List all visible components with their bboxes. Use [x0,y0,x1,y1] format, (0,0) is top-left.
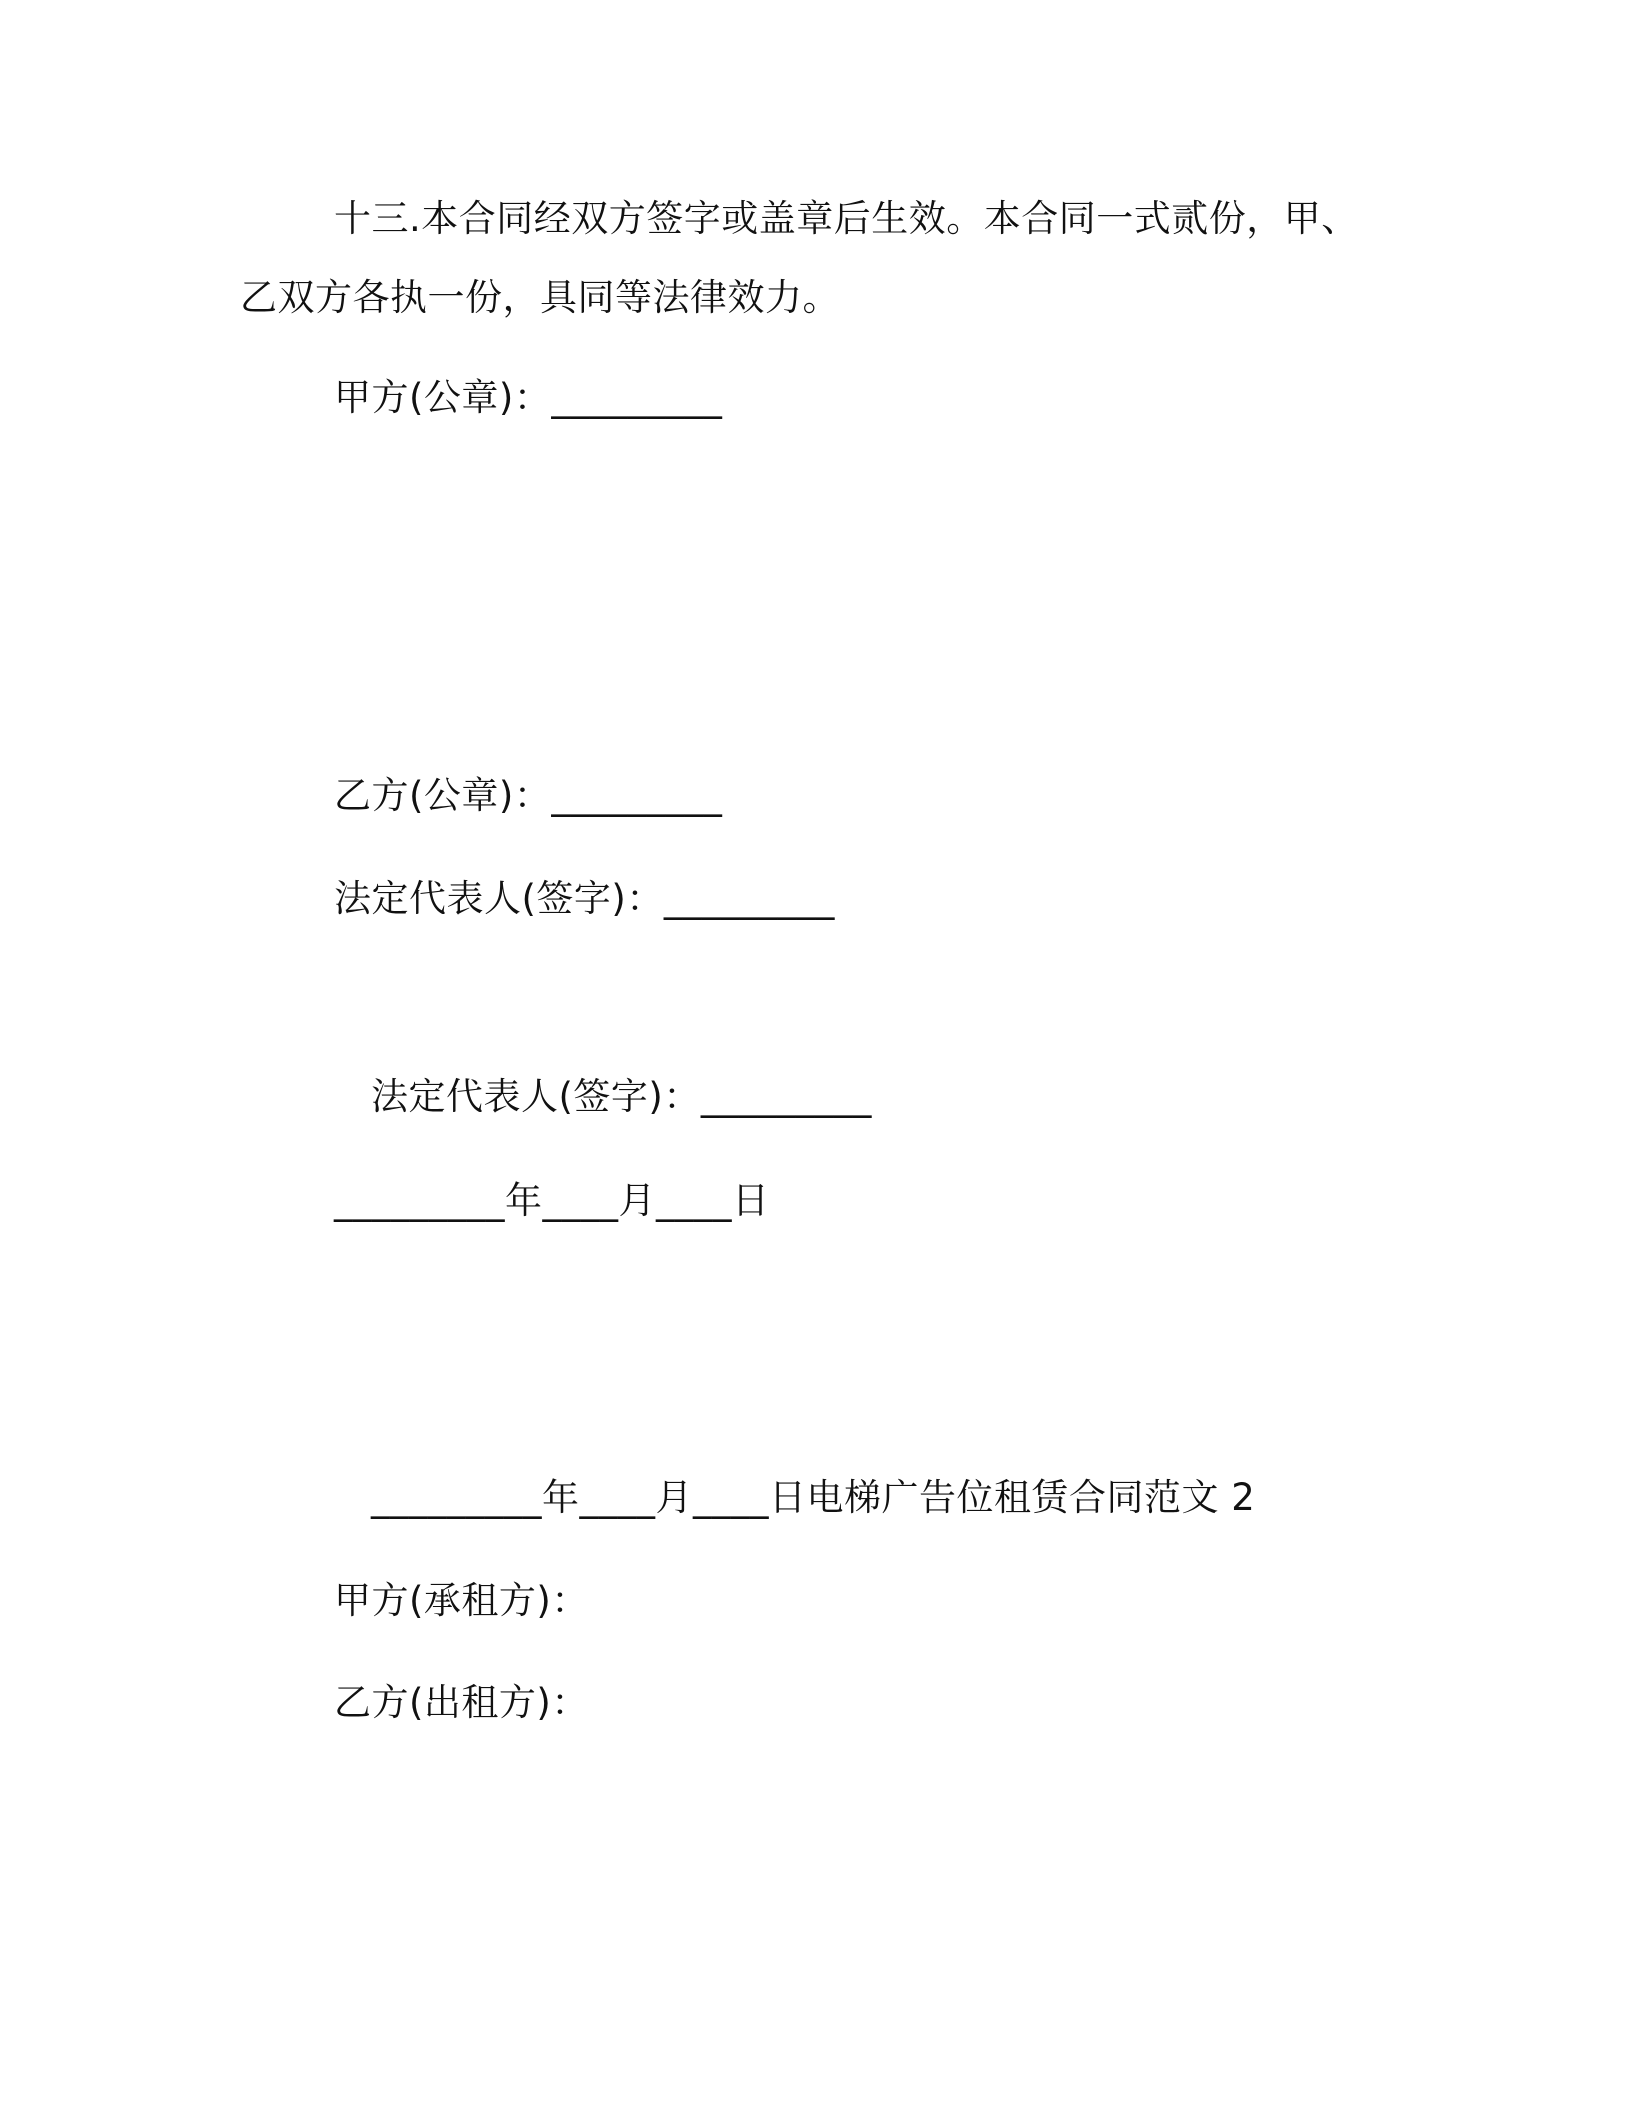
party-a-seal-line: 甲方(公章)：_________ [334,376,723,419]
clause-13-line-1: 十三.本合同经双方签字或盖章后生效。本合同一式贰份，甲、 [334,197,1359,240]
party-a-lessee-line: 甲方(承租方)： [334,1579,589,1622]
date-line: _________年____月____日 [334,1179,770,1222]
legal-representative-signature-line-2: 法定代表人(签字)：_________ [371,1075,872,1118]
clause-13-line-2: 乙双方各执一份，具同等法律效力。 [240,276,840,319]
legal-representative-signature-line-1: 法定代表人(签字)：_________ [334,877,835,920]
party-b-lessor-line: 乙方(出租方)： [334,1681,589,1724]
contract-title-line: _________年____月____日电梯广告位租赁合同范文 2 [371,1476,1256,1519]
party-b-seal-line: 乙方(公章)：_________ [334,774,723,817]
